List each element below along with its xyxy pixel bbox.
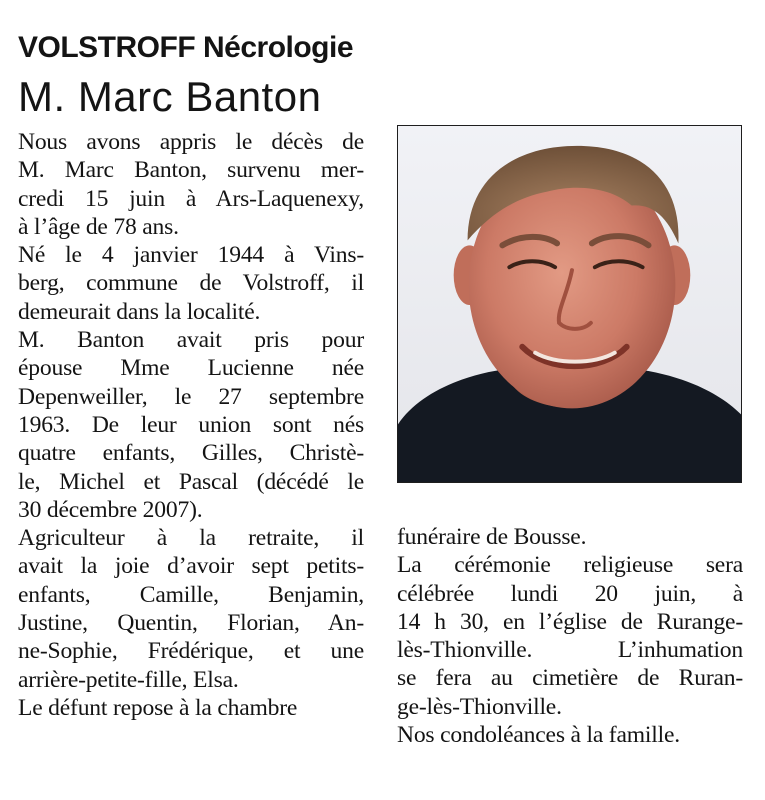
text-line: Le défunt repose à la chambre [18,694,298,721]
text-line: Nous avons appris le décès de [18,129,364,155]
portrait-photo [397,125,742,483]
text-line: M. Marc Banton, survenu mer- [18,157,364,184]
text-line: épouse Mme Lucienne née [18,355,364,382]
text-line: 30 décembre 2007). [18,496,203,523]
article-column-left [18,128,364,722]
text-line: à l’âge de 78 ans. [18,213,179,240]
text-line: Nos condoléances à la famille. [397,722,680,749]
text-line: ne-Sophie, Frédérique, et une [18,638,364,665]
text-line: Né le 4 janvier 1944 à Vins- [18,242,364,269]
text-line: Agriculteur à la retraite, il [18,525,364,552]
text-line: berg, commune de Volstroff, il [18,270,364,297]
text-line: Justine, Quentin, Florian, An- [18,610,364,637]
article-column-right [397,523,743,749]
text-line: funéraire de Bousse. [397,524,587,550]
text-line: 1963. De leur union sont nés [18,411,364,438]
text-line: lès-Thionville. L’inhumation [397,637,743,664]
section-kicker: VOLSTROFF Nécrologie [18,31,354,64]
text-line: ge-lès-Thionville. [397,693,562,720]
text-line: avait la joie d’avoir sept petits- [18,553,364,580]
text-line: arrière-petite-fille, Elsa. [18,666,239,693]
text-line: le, Michel et Pascal (décédé le [18,468,364,495]
text-line: célébrée lundi 20 juin, à [397,580,743,607]
text-line: La cérémonie religieuse sera [397,552,743,579]
text-line: se fera au cimetière de Ruran- [397,665,743,692]
text-line: Depenweiller, le 27 septembre [18,383,364,410]
text-line: 14 h 30, en l’église de Rurange- [397,608,743,635]
article-title: M. Marc Banton [18,73,322,120]
text-line: enfants, Camille, Benjamin, [18,581,364,608]
text-line: M. Banton avait pris pour [18,327,364,354]
text-line: quatre enfants, Gilles, Christè- [18,440,364,467]
text-line: demeurait dans la localité. [18,298,261,325]
text-line: credi 15 juin à Ars-Laquenexy, [18,185,364,212]
portrait-photo-icon [398,126,741,482]
